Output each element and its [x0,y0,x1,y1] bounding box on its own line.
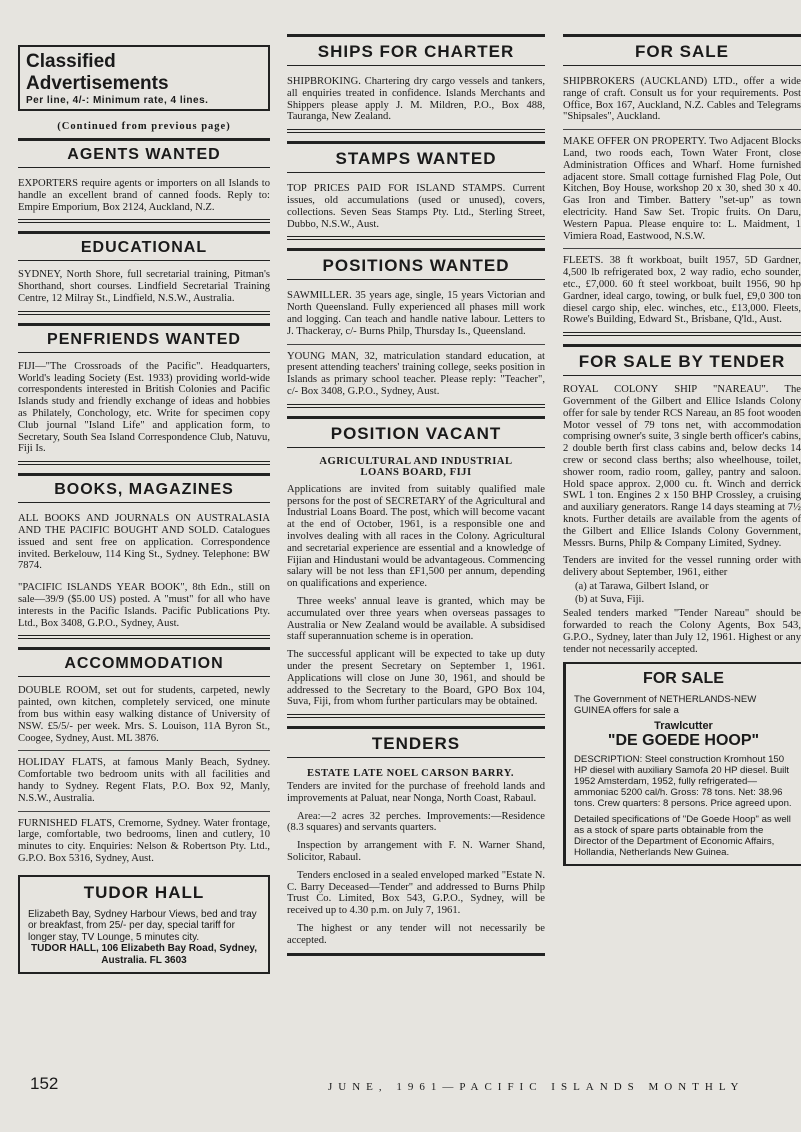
section-ships-for-charter: SHIPS FOR CHARTER [287,34,545,66]
divider [287,953,545,956]
tenders-paragraph-2: Area:—2 acres 32 perches. Improvements:—Residence (8.3 squares) and servants quarters. [287,810,545,834]
column-middle [287,0,545,956]
ad-holiday-flats: HOLIDAY FLATS, at famous Manly Beach, Sydney. Comfortable two bedroom units with all facilities and handy to Sydney. Regent Flats, P.O. Box 92, Manly, N.S.W., Australia. [18,757,270,804]
ad-stamps: TOP PRICES PAID FOR ISLAND STAMPS. Current issues, old accumulations (used or unused), covers, collections. Seven Seas Stamps Pty. Ltd., Sterling Street, Dubbo, N.S.W., Aust. [287,183,545,230]
section-agents-wanted: AGENTS WANTED [18,138,270,168]
section-for-sale-by-tender: FOR SALE BY TENDER [563,344,801,376]
divider [18,461,270,465]
tender-option-b: (b) at Suva, Fiji. [575,593,645,605]
rate-line: Per line, 4/-: Minimum rate, 4 lines. [26,95,209,106]
tudor-address: TUDOR HALL, 106 Elizabeth Bay Road, Sydney, Australia. FL 3603 [31,943,257,966]
divider [287,714,545,718]
tenders-paragraph-3: Inspection by arrangement with F. N. Warner Shand, Solicitor, Rabaul. [287,840,545,864]
ad-double-room: DOUBLE ROOM, set out for students, carpeted, newly painted, own kitchen, completely serviced, one minute from bus within easy walking distance of University of NSW. £5/5/- per week. Mrs. S. Louison, 11A Byron St., Coogee, Sydney, Aust. ML 3876. [18,685,270,744]
vacant-paragraph-3: The successful applicant will be expected to take up duty under the present Secretary on September 1, 1961. Applications will close on June 30, 1961, and should be addressed to the Secretary to the Board, GPO Box 104, Suva, Fiji, from whom further particulars may be obtained. [287,649,545,708]
tender-nareau-paragraph-1: ROYAL COLONY SHIP "NAREAU". The Government of the Gilbert and Ellice Islands Colony offer for sale by tender RCS Nareau, an 85 foot wooden Motor vessel of 79 tons net, with accommodation comprising owner's suite, 3 single berth officer's cabins, 2 double berth first class cabins and, below decks 14 crew or second class berths; also wheelhouse, toilet, shower room, radio room, galley, pantry and saloon. Hold space approx. 2,000 cu. ft. Winch and derrick SWL 1 ton. Engines 2 x 150 BHP Crossley, a cruising and auxiliary generators. Range 14 days steaming at 7½ knots. Further details are available from the agents of the Gilbert and Ellice Islands Colony Government, Messrs. Burns, Philp & Company Limited, Sydney. [563,384,801,549]
ad-young-man: YOUNG MAN, 32, matriculation standard education, at present attending teachers' training college, seeks position in Islands as primary school teacher. Please reply: "Teacher", c/- Box 3408, G.P.O., Sydney, Aust. [287,350,545,397]
ad-shipbrokers-auckland: SHIPBROKERS (AUCKLAND) LTD., offer a wide range of craft. Consult us for your requirements. Post Office, Box 167, Auckland, N.Z. Cables and Telegrams "Shipsales", Auckland. [563,76,801,123]
ad-furnished-flats: FURNISHED FLATS, Cremorne, Sydney. Water frontage, large, comfortable, two bedrooms, linen and cutlery, 10 minutes to city. Enquiries: Nelson & Robertson Pty. Ltd., G.P.O. Box 5316, Sydney, Aust. [18,817,270,864]
divider [287,344,545,345]
tender-nareau-paragraph-3: Sealed tenders marked "Tender Nareau" should be forwarded to reach the Colony Agents, Box 543, G.P.O., Sydney, later than July 12, 1961. Highest or any tender not necessarily accepted. [563,608,801,655]
divider [563,129,801,130]
tenders-title: ESTATE LATE NOEL CARSON BARRY. [307,768,515,780]
section-for-sale: FOR SALE [563,34,801,66]
classified-header-box [18,45,270,111]
classified-title: Classified Advertisements [26,51,169,94]
divider [287,236,545,240]
divider [18,635,270,639]
section-positions-wanted: POSITIONS WANTED [287,248,545,280]
section-educational: EDUCATIONAL [18,231,270,261]
divider [18,750,270,751]
tenders-paragraph-5: The highest or any tender will not necessarily be accepted. [287,923,545,946]
column-left [18,0,270,974]
tenders-paragraph-1: Tenders are invited for the purchase of freehold lands and improvements at Paluat, near Nonga, North Coast, Rabaul. [287,781,545,804]
tenders-paragraph-4: Tenders enclosed in a sealed enveloped marked "Estate N. C. Barry Deceased—Tender" and addressed to Burns Philp Trust Co. Limited, Box 543, G.P.O., Sydney, will be received up to 4.30 p.m. on July 7, 1961. [287,869,545,917]
tudor-hall-box [18,875,270,975]
box-intro: The Government of NETHERLANDS-NEW GUINEA offers for sale a [574,693,757,716]
box-heading: FOR SALE [643,669,724,687]
divider [287,129,545,133]
ad-exporters: EXPORTERS require agents or importers on all Islands to handle an excellent brand of canned foods. Reply to: Empire Emporium, Box 2124, Auckland, N.Z. [18,178,270,213]
vacant-title: AGRICULTURAL AND INDUSTRIAL LOANS BOARD, FIJI [319,455,513,478]
vacant-paragraph-2: Three weeks' annual leave is granted, which may be accumulated over three years when overseas passages to Australia or New Zealand would be available. A subsidised staff superannuation scheme is in operation. [287,595,545,643]
ad-fiji-club: FIJI—"The Crossroads of the Pacific". Headquarters, World's leading Society (Est. 1933) providing world-wide correspondents interested in British Colonies and Pacific Islands study and friendly exchange of ideas and hobbies as Philately, Conchology, etc. Write for specimen copy Club journal "Island Life" and application form, to Secretary, South Sea Island Correspondence Club, Natuvu, Fiji Is. [18,360,270,455]
divider [563,248,801,249]
ad-berkelouw: ALL BOOKS AND JOURNALS ON AUSTRALASIA AND THE PACIFIC BOUGHT AND SOLD. Catalogues issued and sent free on application. Correspondence invited. Berkelouw, 114 King St., Sydney. Telephone: BW 7874. [18,513,270,572]
section-position-vacant: POSITION VACANT [287,416,545,448]
de-goede-hoop-box [563,662,801,866]
ad-sydney-secretarial: SYDNEY, North Shore, full secretarial training, Pitman's Shorthand, short courses. Lindfield Secretarial Training Centre, 12 Milray St., Lindfield, N.S.W., Australia. [18,269,270,304]
section-penfriends: PENFRIENDS WANTED [18,323,270,353]
vacant-paragraph-1: Applications are invited from suitably qualified male persons for the post of SECRETARY of the Agricultural and Industrial Loans Board. The post, which will become vacant at the end of October, 1961, is a responsible one and involves dealing with all races in the Colony. Agricultural and secretarial experience are essential and a knowledge of Fijian and Hindustani would be advantageous. Commencing salary will be not less than £F1,500 per annum, depending on qualifications and experience. [287,483,545,590]
tender-option-a: (a) at Tarawa, Gilbert Island, or [575,580,709,592]
ad-fleets: FLEETS. 38 ft workboat, built 1957, 5D Gardner, 4,500 lb refrigerated box, 2 way radio, echo sounder, etc., £7,000. 60 ft steel workboat, built 1956, 90 hp Gardner, ideal cargo, towing, or bulk fuel, £9,0 300 ton diesel cargo ship, elec. winches, etc., £13,000. Fleets, Rowe's Building, Edward St., Brisbane, Q'ld., Aust. [563,255,801,326]
box-vessel-type: Trawlcutter [654,719,713,732]
ad-sawmiller: SAWMILLER. 35 years age, single, 15 years Victorian and North Queensland. Fully experienced all phases mill work and logging. Can teach and handle native labour. Letters to J. Thackeray, c/- Burns Philp, Thursday Is., Queensland. [287,290,545,337]
ad-shipbroking: SHIPBROKING. Chartering dry cargo vessels and tankers, all enquiries treated in confidence. Islands Merchants and Shippers please apply J. M. Mildren, P.O., Box 488, Tauranga, New Zealand. [287,76,545,123]
continued-note: (Continued from previous page) [57,121,231,132]
section-accommodation: ACCOMMODATION [18,647,270,677]
divider [18,811,270,812]
section-tenders: TENDERS [287,726,545,758]
running-title: JUNE, 1961—PACIFIC ISLANDS MONTHLY [328,1081,745,1093]
tudor-title: TUDOR HALL [83,882,205,902]
box-specifications: Detailed specifications of "De Goede Hoop" as well as a stock of spare parts obtainable from the Director of the Department of Economic Affairs, Hollandia, Netherlands New Guinea. [574,813,791,858]
box-description: DESCRIPTION: Steel construction Kromhout 150 HP diesel with auxiliary Samofa 20 HP diesel. Built 1952 Amsterdam, 1952, fully refrigerated—ammoniac 5200 cal/h. Gross: 78 tons. Net: 38.96 tons. Crew quarters: 8 persons. Price agreed upon. [574,753,792,809]
tudor-body: Elizabeth Bay, Sydney Harbour Views, bed and tray or breakfast, from 25/- per day, special tariff for longer stay, TV Lounge, 5 minutes city. [28,908,257,943]
page-number: 152 [30,1074,59,1093]
tender-nareau-paragraph-2: Tenders are invited for the vessel running order with delivery about September, 1961, either [563,555,801,579]
divider [18,311,270,315]
ad-year-book: "PACIFIC ISLANDS YEAR BOOK", 8th Edn., still on sale—39/9 ($5.00 US) posted. A "must" for all who have interests in the Pacific Islands. Pacific Publications Pty. Ltd., Box 3408, G.P.O., Sydney, Aust. [18,582,270,629]
divider [18,219,270,223]
section-books: BOOKS, MAGAZINES [18,473,270,503]
box-vessel-name: "DE GOEDE HOOP" [607,731,760,749]
section-stamps-wanted: STAMPS WANTED [287,141,545,173]
ad-make-offer-property: MAKE OFFER ON PROPERTY. Two Adjacent Blocks Land, two roods each, Town Water Front, close Administration Offices and Wharf. Home furnished adjacent store. Small cottage furnished Flag Pole, Out Kitchen, Boy House, workshop 20 x 30, shed 30 x 40. Gas Iron and Timber. Battery "set-up" as town electricity. Hand Saw Set. Tropic fruits. On Daru, Western Papua. Please enquire to: L. Maidment, 1 Vimiera Road, Eastwood, N.S.W. [563,136,801,242]
column-right [563,0,801,866]
divider [563,332,801,336]
divider [287,404,545,408]
